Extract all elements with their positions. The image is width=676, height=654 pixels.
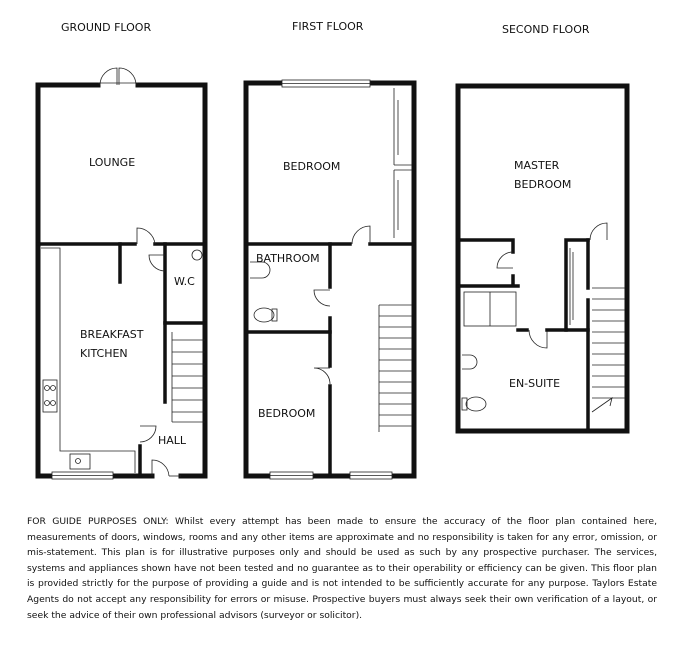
bathroom-door [314, 290, 330, 306]
master-bedroom-label-line2: BEDROOM [514, 178, 572, 191]
second-stairs [592, 288, 625, 412]
hall-label: HALL [158, 434, 187, 447]
kitchen-label-line2: KITCHEN [80, 347, 128, 360]
kitchen-window [52, 472, 113, 479]
second-floor-title: SECOND FLOOR [502, 23, 590, 36]
master-cupboard-door [497, 252, 513, 268]
first-bedroom-label: BEDROOM [283, 160, 341, 173]
master-cupboard-wall [458, 240, 513, 252]
ground-floor-plan [38, 21, 205, 479]
wc-door [149, 255, 165, 271]
ensuite-door [529, 330, 547, 348]
lounge-label: LOUNGE [89, 156, 136, 169]
lounge-door [137, 228, 155, 244]
second-bedroom-label: BEDROOM [258, 407, 316, 420]
first-stairs [379, 305, 412, 432]
ensuite-label: EN-SUITE [509, 377, 561, 390]
second-floor-plan [458, 23, 627, 431]
front-door [152, 460, 169, 476]
first-floor-title: FIRST FLOOR [292, 20, 364, 33]
first-bedroom-door [352, 226, 370, 244]
bathroom-fixtures [250, 262, 277, 322]
wc-label: W.C [174, 275, 195, 288]
ground-stairs [165, 323, 205, 422]
bedroom2-door [314, 368, 330, 384]
first-top-window [282, 80, 370, 87]
hall-door [140, 426, 156, 442]
ensuite-wall [458, 276, 518, 286]
master-wardrobe [570, 248, 573, 325]
french-doors [98, 68, 138, 85]
kitchen-label-line1: BREAKFAST [80, 328, 144, 341]
first-floor-plan [246, 20, 414, 479]
disclaimer-text: FOR GUIDE PURPOSES ONLY: Whilst every attempt has been made to ensure the accuracy of the floor plan contained here, measurements of doors, windows, rooms and any other items are approximate and no responsibility is taken for any error, omission, or mis-statement. This plan is for illustrative purposes only and should be used as such by any prospective purchaser. The services, systems and appliances shown have not been tested and no guarantee as to their operability or efficiency can be given. This floor plan is provided strictly for the purpose of providing a guide and is not intended to be sufficiently accurate for any purpose. Taylors Estate Agents do not accept any responsibility for errors or misuse. Prospective buyers must always seek their own verification of a layout, or seek the advice of their own professional advisors (surveyor or solicitor). [27, 516, 657, 621]
ground-floor-title: GROUND FLOOR [61, 21, 152, 34]
bathroom-label: BATHROOM [256, 252, 320, 265]
first-wardrobes [394, 88, 412, 238]
master-bedroom-label-line1: MASTER [514, 159, 560, 172]
ensuite-fixtures [462, 292, 516, 411]
wardrobe-wall [518, 240, 588, 330]
second-stair-door [590, 223, 607, 240]
